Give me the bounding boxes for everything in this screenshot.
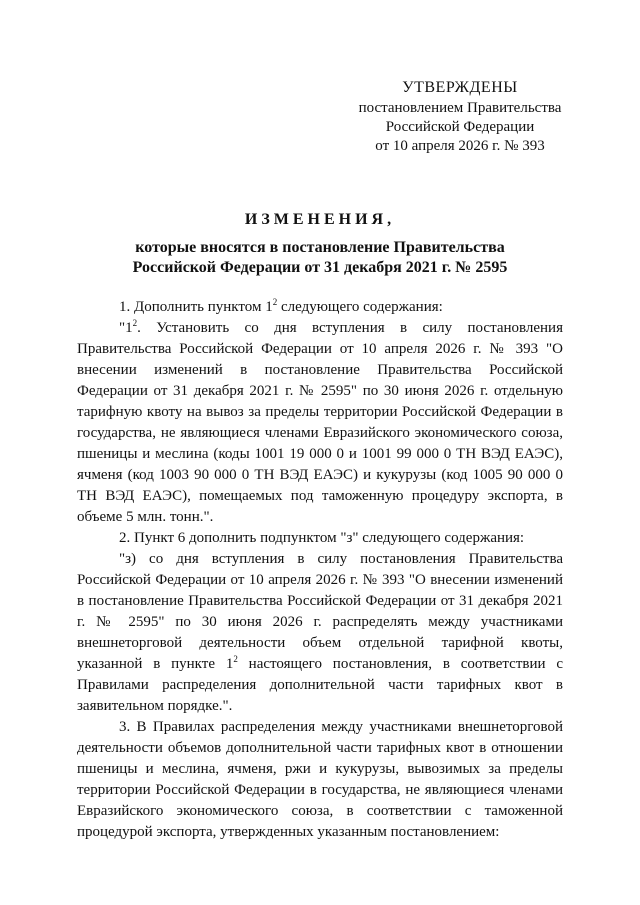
paragraph-2-sup: 2	[132, 318, 138, 328]
approval-line-1: постановлением Правительства	[358, 100, 562, 116]
title-main: ИЗМЕНЕНИЯ,	[244, 211, 396, 228]
paragraph-4-tail: настоящего постановления, в соответствии с Правилами распределения дополнительной части тарифных квот в заявительном порядке.".	[77, 656, 563, 714]
paragraph-4-sup: 2	[233, 654, 238, 664]
paragraph-1-sup: 2	[272, 297, 278, 307]
paragraph-1-tail: следующего содержания:	[277, 299, 443, 315]
paragraph-5: 3. В Правилах распределения между участниками внешнеторговой деятельности объемов дополнительной части тарифных квот в отношении пшеницы и меслина, ячменя, ржи и кукурузы, вывозимых за пределы территории Российской Федерации в государства, не являющиеся членами Евразийского экономического союза, в соответствии с таможенной процедурой экспорта, утвержденных указанным постановлением:	[77, 719, 563, 840]
paragraph-4-text: "з) со дня вступления в силу постановления Правительства Российской Федерации от 10 апреля 2026 г. № 393 "О внесении изменений в постановление Правительства Российской Федерации от 31 декабря 2021 г. № 2595" по 30 июня 2026 г. распределять между участниками внешнеторговой деятельности объем отдельной тарифной квоты, указанной в пункте 1	[77, 551, 563, 672]
paragraph-3: 2. Пункт 6 дополнить подпунктом "з" следующего содержания:	[119, 530, 525, 546]
paragraph-1	[77, 297, 563, 318]
document-body	[77, 297, 563, 843]
approval-line-3: от 10 апреля 2026 г. № 393	[375, 138, 545, 154]
title-subtitle-2: Российской Федерации от 31 декабря 2021 г. № 2595	[132, 259, 508, 276]
paragraph-2-text: . Установить со дня вступления в силу постановления Правительства Российской Федерации от 10 апреля 2026 г. № 393 "О внесении изменений в постановление Правительства Российской Федерации от 31 декабря 2021 г. № 2595" по 30 июня 2026 г. отдельную тарифную квоту на вывоз за пределы территории Российской Федерации в государства, не являющиеся членами Евразийского экономического союза, пшеницы и меслина (коды 1001 19 000 0 и 1001 99 000 0 ТН ВЭД ЕАЭС), ячменя (код 1003 90 000 0 ТН ВЭД ЕАЭС) и кукурузы (код 1005 90 000 0 ТН ВЭД ЕАЭС), помещаемых под таможенную процедуру экспорта, в объеме 5 млн. тонн.".	[77, 320, 563, 525]
approval-line-2: Российской Федерации	[385, 119, 535, 135]
paragraph-4	[77, 549, 563, 717]
title-subtitle-1: которые вносятся в постановление Правительства	[135, 239, 505, 256]
document-title	[60, 210, 580, 278]
paragraph-2-lead: "1	[119, 320, 133, 336]
paragraph-1-text: 1. Дополнить пунктом 1	[119, 299, 273, 315]
paragraph-2	[77, 318, 563, 528]
approval-heading: УТВЕРЖДЕНЫ	[402, 79, 518, 96]
approval-stamp	[340, 78, 580, 156]
